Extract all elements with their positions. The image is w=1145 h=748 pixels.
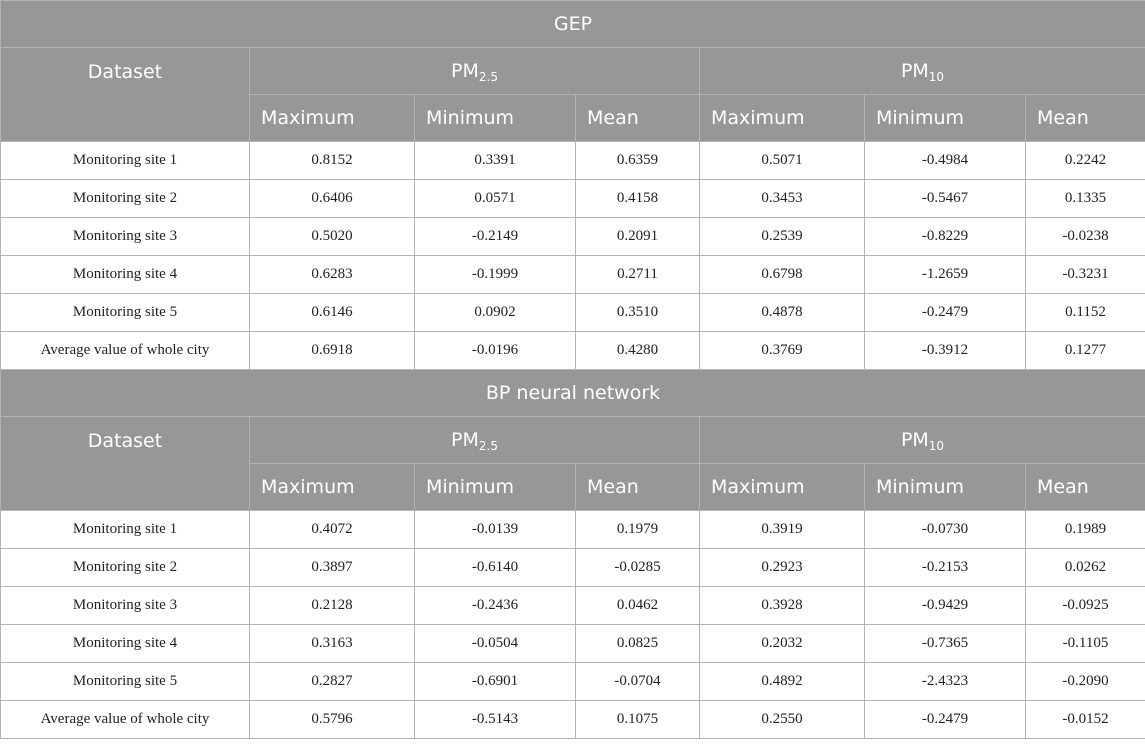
column-header-maximum: Maximum [250,464,415,511]
table-cell: -0.3231 [1026,256,1145,294]
gep-section [1,1,1145,370]
dataset-header: Dataset [1,417,250,511]
table-cell: -0.2153 [865,549,1026,587]
table-cell: -0.2149 [415,218,576,256]
table-cell: -0.1105 [1026,625,1145,663]
row-label: Monitoring site 4 [1,625,250,663]
row-label: Monitoring site 5 [1,294,250,332]
table-cell: 0.2091 [576,218,700,256]
table-row [1,332,1145,370]
pm-subscript: 10 [928,439,945,453]
table-cell: -0.7365 [865,625,1026,663]
table-cell: -0.0925 [1026,587,1145,625]
table-cell: 0.4892 [700,663,865,701]
table-cell: 0.0902 [415,294,576,332]
dataset-header: Dataset [1,48,250,142]
table-cell: -0.0196 [415,332,576,370]
column-header-mean: Mean [1026,464,1145,511]
pm-label: PM [451,429,479,451]
table-row [1,625,1145,663]
pm-label: PM [451,60,479,82]
row-label: Monitoring site 2 [1,180,250,218]
table-cell: 0.1075 [576,701,700,739]
table-cell: -0.6140 [415,549,576,587]
table-cell: -0.8229 [865,218,1026,256]
table-cell: 0.3391 [415,142,576,180]
column-header-maximum: Maximum [250,95,415,142]
row-label: Monitoring site 1 [1,142,250,180]
table-cell: -2.4323 [865,663,1026,701]
table-cell: 0.3510 [576,294,700,332]
pm25-group-header [250,48,700,95]
table-cell: 0.6918 [250,332,415,370]
row-label: Average value of whole city [1,332,250,370]
column-header-mean: Mean [576,95,700,142]
table-cell: 0.6798 [700,256,865,294]
table-cell: -0.0504 [415,625,576,663]
pm-label: PM [900,60,929,82]
table-cell: 0.1277 [1026,332,1145,370]
table-cell: -0.0238 [1026,218,1145,256]
table-cell: 0.0825 [576,625,700,663]
table-cell: -0.2479 [865,701,1026,739]
table-cell: 0.0462 [576,587,700,625]
pm-subscript: 2.5 [478,439,498,453]
table-cell: 0.3928 [700,587,865,625]
bp-neural-network-section [1,370,1145,739]
table-cell: 0.3453 [700,180,865,218]
table-cell: -0.6901 [415,663,576,701]
table-cell: 0.6146 [250,294,415,332]
row-label: Monitoring site 5 [1,663,250,701]
table-row [1,256,1145,294]
table-cell: 0.6406 [250,180,415,218]
table-cell: 0.2827 [250,663,415,701]
row-label: Average value of whole city [1,701,250,739]
table-row [1,663,1145,701]
table-cell: -0.4984 [865,142,1026,180]
table-cell: 0.5071 [700,142,865,180]
table-cell: 0.5020 [250,218,415,256]
table-row [1,218,1145,256]
pm10-group-header [700,48,1145,95]
table-cell: 0.2539 [700,218,865,256]
table-cell: 0.8152 [250,142,415,180]
table-cell: -0.0139 [415,511,576,549]
table-row [1,549,1145,587]
table-cell: 0.3163 [250,625,415,663]
table-cell: 0.4158 [576,180,700,218]
column-header-minimum: Minimum [865,464,1026,511]
column-header-mean: Mean [576,464,700,511]
pm-label: PM [900,429,929,451]
table-row [1,180,1145,218]
table-row [1,142,1145,180]
table-cell: 0.1152 [1026,294,1145,332]
table-cell: 0.1335 [1026,180,1145,218]
pm-subscript: 10 [928,70,945,84]
row-label: Monitoring site 3 [1,218,250,256]
row-label: Monitoring site 3 [1,587,250,625]
table-row [1,294,1145,332]
table-cell: 0.4878 [700,294,865,332]
table-cell: -1.2659 [865,256,1026,294]
pm25-group-header [250,417,700,464]
table-cell: -0.2436 [415,587,576,625]
table-cell: -0.1999 [415,256,576,294]
section-title: BP neural network [1,370,1145,417]
pm-subscript: 2.5 [478,70,498,84]
table-cell: 0.0571 [415,180,576,218]
column-header-mean: Mean [1026,95,1145,142]
column-header-maximum: Maximum [700,95,865,142]
pm10-group-header [700,417,1145,464]
row-label: Monitoring site 4 [1,256,250,294]
column-header-maximum: Maximum [700,464,865,511]
table-cell: 0.5796 [250,701,415,739]
table-cell: -0.3912 [865,332,1026,370]
table-row [1,587,1145,625]
table-cell: 0.3897 [250,549,415,587]
table-cell: 0.1989 [1026,511,1145,549]
table-cell: -0.9429 [865,587,1026,625]
table-cell: -0.2479 [865,294,1026,332]
column-header-minimum: Minimum [415,95,576,142]
table-cell: -0.0285 [576,549,700,587]
table-cell: -0.0704 [576,663,700,701]
table-cell: 0.0262 [1026,549,1145,587]
table-cell: -0.2090 [1026,663,1145,701]
table-cell: -0.5143 [415,701,576,739]
table-row [1,511,1145,549]
table-cell: 0.4280 [576,332,700,370]
table-cell: 0.2032 [700,625,865,663]
table-cell: 0.6283 [250,256,415,294]
table-cell: 0.6359 [576,142,700,180]
section-title: GEP [1,1,1145,48]
table-cell: 0.3769 [700,332,865,370]
table-row [1,701,1145,739]
table-cell: -0.5467 [865,180,1026,218]
row-label: Monitoring site 1 [1,511,250,549]
table-cell: 0.2550 [700,701,865,739]
table-cell: 0.2128 [250,587,415,625]
table-cell: 0.2711 [576,256,700,294]
table-cell: -0.0730 [865,511,1026,549]
row-label: Monitoring site 2 [1,549,250,587]
table-cell: 0.3919 [700,511,865,549]
table-cell: 0.2242 [1026,142,1145,180]
table-cell: -0.0152 [1026,701,1145,739]
column-header-minimum: Minimum [865,95,1026,142]
column-header-minimum: Minimum [415,464,576,511]
table-cell: 0.4072 [250,511,415,549]
table-cell: 0.1979 [576,511,700,549]
table-cell: 0.2923 [700,549,865,587]
